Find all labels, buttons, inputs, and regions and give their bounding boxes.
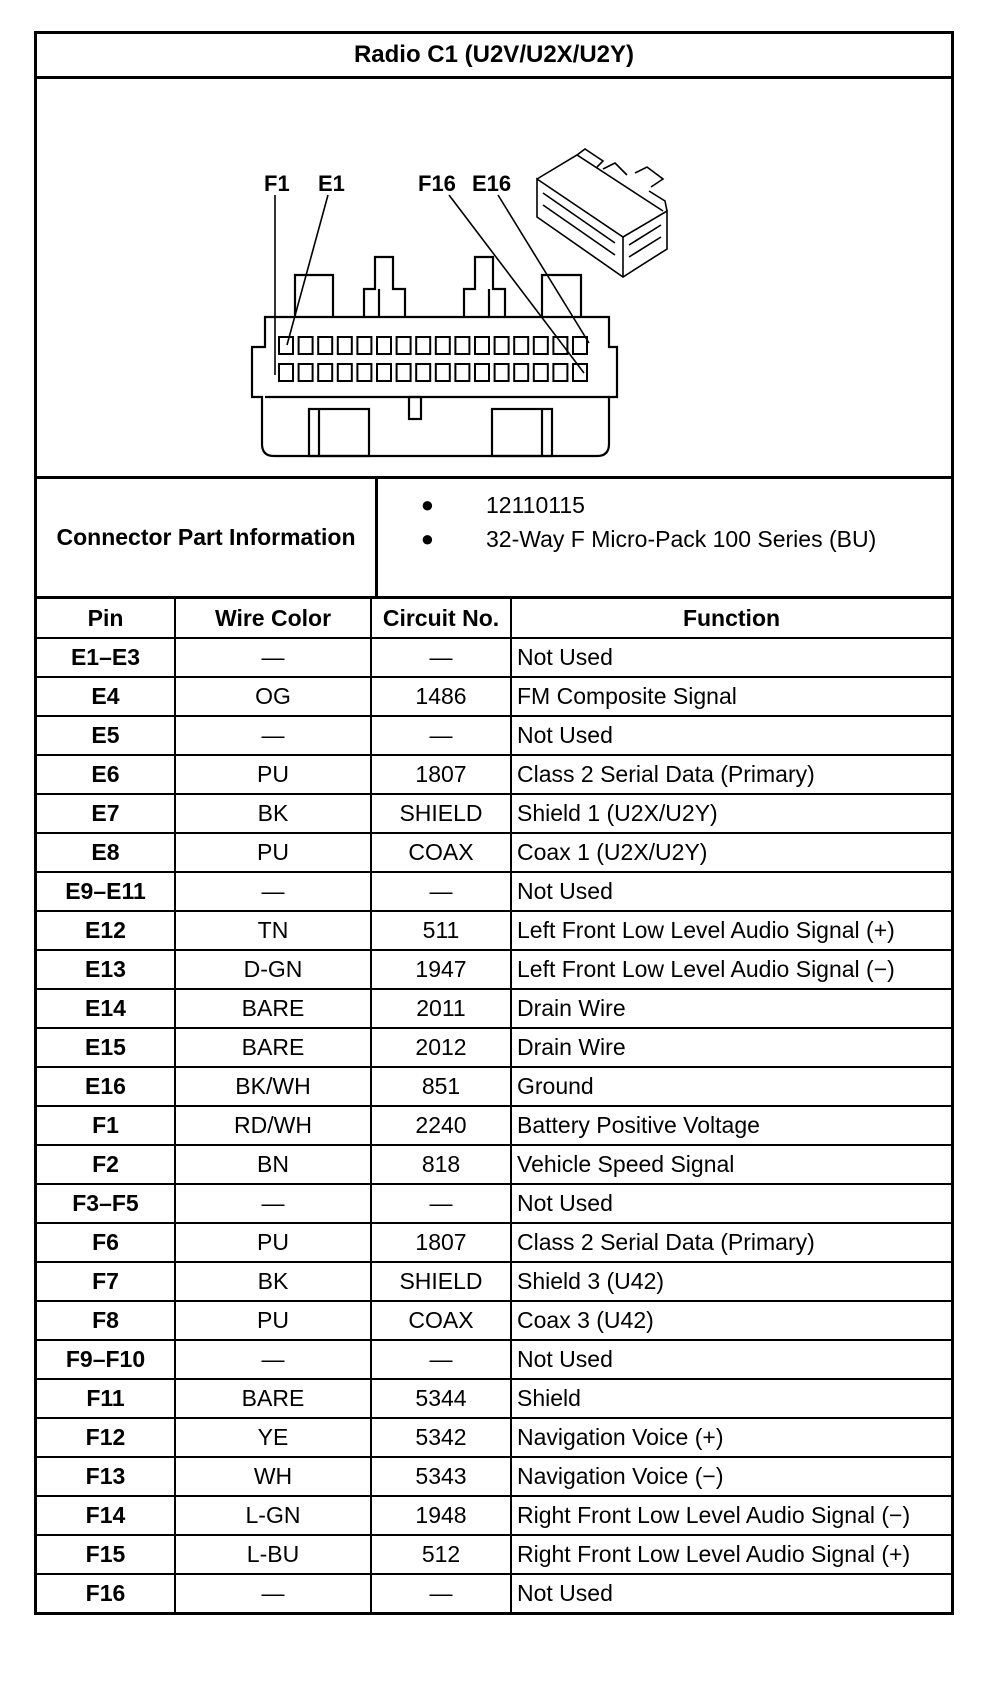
pin-cavity: [534, 364, 548, 381]
pin-cell: E12: [37, 911, 175, 950]
pin-cavity: [436, 364, 450, 381]
function-cell: Not Used: [511, 638, 951, 677]
table-row: [37, 794, 951, 833]
pinout-rows: [37, 638, 951, 1612]
circuit-cell: —: [371, 872, 511, 911]
header-pin: Pin: [37, 599, 175, 638]
circuit-cell: 1807: [371, 1223, 511, 1262]
circuit-cell: 2012: [371, 1028, 511, 1067]
pin-cell: F6: [37, 1223, 175, 1262]
pin-cavities: [279, 337, 587, 381]
function-cell: Drain Wire: [511, 1028, 951, 1067]
pin-cell: E6: [37, 755, 175, 794]
pin-cell: F14: [37, 1496, 175, 1535]
wire-color-cell: —: [175, 872, 371, 911]
circuit-cell: SHIELD: [371, 1262, 511, 1301]
circuit-cell: SHIELD: [371, 794, 511, 833]
wire-color-cell: BARE: [175, 1028, 371, 1067]
circuit-cell: COAX: [371, 833, 511, 872]
pin-cell: F12: [37, 1418, 175, 1457]
header-function: Function: [511, 599, 951, 638]
pin-cavity: [514, 337, 528, 354]
table-row: [37, 716, 951, 755]
table-row: [37, 1535, 951, 1574]
pin-cell: E13: [37, 950, 175, 989]
pin-cell: E16: [37, 1067, 175, 1106]
header-circuit-no: Circuit No.: [371, 599, 511, 638]
circuit-cell: —: [371, 716, 511, 755]
pin-cavity: [495, 337, 509, 354]
pin-cell: F13: [37, 1457, 175, 1496]
table-row: [37, 1457, 951, 1496]
function-cell: Battery Positive Voltage: [511, 1106, 951, 1145]
function-cell: Navigation Voice (−): [511, 1457, 951, 1496]
pin-cavity: [573, 337, 587, 354]
function-cell: Shield 1 (U2X/U2Y): [511, 794, 951, 833]
function-cell: Not Used: [511, 872, 951, 911]
connector-drawing: [37, 79, 951, 476]
connector-3d-thumbnail: [537, 149, 667, 277]
circuit-cell: 5343: [371, 1457, 511, 1496]
wire-color-cell: BARE: [175, 989, 371, 1028]
function-cell: Shield: [511, 1379, 951, 1418]
pin-cavity: [318, 337, 332, 354]
circuit-cell: 5342: [371, 1418, 511, 1457]
wire-color-cell: —: [175, 638, 371, 677]
function-cell: Not Used: [511, 1574, 951, 1612]
circuit-cell: 1807: [371, 755, 511, 794]
pin-cell: E14: [37, 989, 175, 1028]
wire-color-cell: PU: [175, 755, 371, 794]
pin-cell: E7: [37, 794, 175, 833]
pin-cavity: [338, 337, 352, 354]
connector-sheet: [34, 31, 954, 1615]
pin-cavity: [455, 337, 469, 354]
wire-color-cell: BARE: [175, 1379, 371, 1418]
circuit-cell: 511: [371, 911, 511, 950]
pin-cavity: [475, 364, 489, 381]
page-title: Radio C1 (U2V/U2X/U2Y): [37, 34, 951, 79]
function-cell: Not Used: [511, 716, 951, 755]
pin-cavity: [416, 364, 430, 381]
circuit-cell: 2011: [371, 989, 511, 1028]
function-cell: Left Front Low Level Audio Signal (+): [511, 911, 951, 950]
wire-color-cell: PU: [175, 833, 371, 872]
pin-cavity: [377, 337, 391, 354]
pin-cell: F8: [37, 1301, 175, 1340]
function-cell: Not Used: [511, 1340, 951, 1379]
pin-cavity: [357, 364, 371, 381]
table-row: [37, 1106, 951, 1145]
function-cell: Right Front Low Level Audio Signal (+): [511, 1535, 951, 1574]
table-row: [37, 1496, 951, 1535]
table-row: [37, 1418, 951, 1457]
table-row: [37, 1262, 951, 1301]
circuit-cell: COAX: [371, 1301, 511, 1340]
pin-cell: F16: [37, 1574, 175, 1612]
pin-cavity: [357, 337, 371, 354]
pin-cavity: [397, 364, 411, 381]
pin-cavity: [495, 364, 509, 381]
table-row: [37, 1301, 951, 1340]
pin-cell: F11: [37, 1379, 175, 1418]
table-row: [37, 989, 951, 1028]
part-description: 32-Way F Micro-Pack 100 Series (BU): [486, 525, 877, 552]
wire-color-cell: BK: [175, 1262, 371, 1301]
circuit-cell: 5344: [371, 1379, 511, 1418]
pin-cavity: [553, 337, 567, 354]
center-latch-right: [464, 257, 505, 317]
pin-cell: E1–E3: [37, 638, 175, 677]
wire-color-cell: BN: [175, 1145, 371, 1184]
circuit-cell: 1948: [371, 1496, 511, 1535]
circuit-cell: —: [371, 1574, 511, 1612]
connector-diagram: [37, 79, 951, 479]
center-latch-left: [364, 257, 405, 317]
table-row: [37, 1067, 951, 1106]
function-cell: Ground: [511, 1067, 951, 1106]
pin-cell: E4: [37, 677, 175, 716]
table-row: [37, 911, 951, 950]
function-cell: Coax 3 (U42): [511, 1301, 951, 1340]
pin-cavity: [299, 337, 313, 354]
table-row: [37, 1379, 951, 1418]
table-row: [37, 1145, 951, 1184]
wire-color-cell: WH: [175, 1457, 371, 1496]
wire-color-cell: OG: [175, 677, 371, 716]
right-tab: [542, 275, 581, 317]
header-wire-color: Wire Color: [175, 599, 371, 638]
part-info-list: [378, 479, 951, 596]
pin-cavity: [436, 337, 450, 354]
table-row: [37, 1184, 951, 1223]
table-header-row: [37, 599, 951, 638]
function-cell: Class 2 Serial Data (Primary): [511, 755, 951, 794]
bullet-icon: ●: [420, 526, 434, 551]
pin-cavity: [416, 337, 430, 354]
pin-cavity: [279, 337, 293, 354]
pin-cavity: [455, 364, 469, 381]
part-info-item: [378, 522, 951, 556]
function-cell: Coax 1 (U2X/U2Y): [511, 833, 951, 872]
table-row: [37, 872, 951, 911]
pin-cavity: [514, 364, 528, 381]
wire-color-cell: —: [175, 1340, 371, 1379]
pin-cell: F9–F10: [37, 1340, 175, 1379]
wire-color-cell: YE: [175, 1418, 371, 1457]
pin-cavity: [299, 364, 313, 381]
table-row: [37, 1340, 951, 1379]
circuit-cell: —: [371, 638, 511, 677]
pin-cell: E5: [37, 716, 175, 755]
callout-label: E1: [318, 171, 345, 196]
wire-color-cell: BK: [175, 794, 371, 833]
pin-cavity: [475, 337, 489, 354]
connector-part-info: [37, 479, 951, 599]
function-cell: FM Composite Signal: [511, 677, 951, 716]
pin-cell: F7: [37, 1262, 175, 1301]
wire-color-cell: —: [175, 716, 371, 755]
function-cell: Navigation Voice (+): [511, 1418, 951, 1457]
circuit-cell: —: [371, 1184, 511, 1223]
function-cell: Left Front Low Level Audio Signal (−): [511, 950, 951, 989]
pin-cavity: [318, 364, 332, 381]
function-cell: Vehicle Speed Signal: [511, 1145, 951, 1184]
table-row: [37, 638, 951, 677]
table-row: [37, 677, 951, 716]
wire-color-cell: PU: [175, 1223, 371, 1262]
pin-cavity: [279, 364, 293, 381]
wire-color-cell: —: [175, 1574, 371, 1612]
callout-label: E16: [472, 171, 512, 196]
pin-cell: F15: [37, 1535, 175, 1574]
wire-color-cell: —: [175, 1184, 371, 1223]
pin-cell: E9–E11: [37, 872, 175, 911]
wire-color-cell: L-BU: [175, 1535, 371, 1574]
pin-cell: E15: [37, 1028, 175, 1067]
pin-cell: F1: [37, 1106, 175, 1145]
circuit-cell: 1486: [371, 677, 511, 716]
wire-color-cell: BK/WH: [175, 1067, 371, 1106]
pin-cell: F3–F5: [37, 1184, 175, 1223]
part-info-label: Connector Part Information: [37, 479, 378, 596]
pin-cavity: [553, 364, 567, 381]
pin-cavity: [397, 337, 411, 354]
circuit-cell: —: [371, 1340, 511, 1379]
function-cell: Shield 3 (U42): [511, 1262, 951, 1301]
table-row: [37, 1028, 951, 1067]
callout-label: F16: [418, 171, 456, 196]
function-cell: Drain Wire: [511, 989, 951, 1028]
pin-cavity: [338, 364, 352, 381]
circuit-cell: 818: [371, 1145, 511, 1184]
pinout-table: [37, 599, 951, 1612]
circuit-cell: 1947: [371, 950, 511, 989]
wire-color-cell: PU: [175, 1301, 371, 1340]
part-info-item: [378, 488, 951, 522]
circuit-cell: 2240: [371, 1106, 511, 1145]
pin-cavity: [377, 364, 391, 381]
table-row: [37, 1574, 951, 1612]
table-row: [37, 1223, 951, 1262]
part-number: 12110115: [486, 491, 585, 518]
wire-color-cell: TN: [175, 911, 371, 950]
pin-cell: E8: [37, 833, 175, 872]
function-cell: Class 2 Serial Data (Primary): [511, 1223, 951, 1262]
table-row: [37, 755, 951, 794]
function-cell: Right Front Low Level Audio Signal (−): [511, 1496, 951, 1535]
function-cell: Not Used: [511, 1184, 951, 1223]
pin-cell: F2: [37, 1145, 175, 1184]
table-row: [37, 833, 951, 872]
wire-color-cell: D-GN: [175, 950, 371, 989]
circuit-cell: 512: [371, 1535, 511, 1574]
pin-cavity: [534, 337, 548, 354]
table-row: [37, 950, 951, 989]
callout-label: F1: [264, 171, 290, 196]
wire-color-cell: RD/WH: [175, 1106, 371, 1145]
circuit-cell: 851: [371, 1067, 511, 1106]
bullet-icon: ●: [420, 492, 434, 517]
wire-color-cell: L-GN: [175, 1496, 371, 1535]
